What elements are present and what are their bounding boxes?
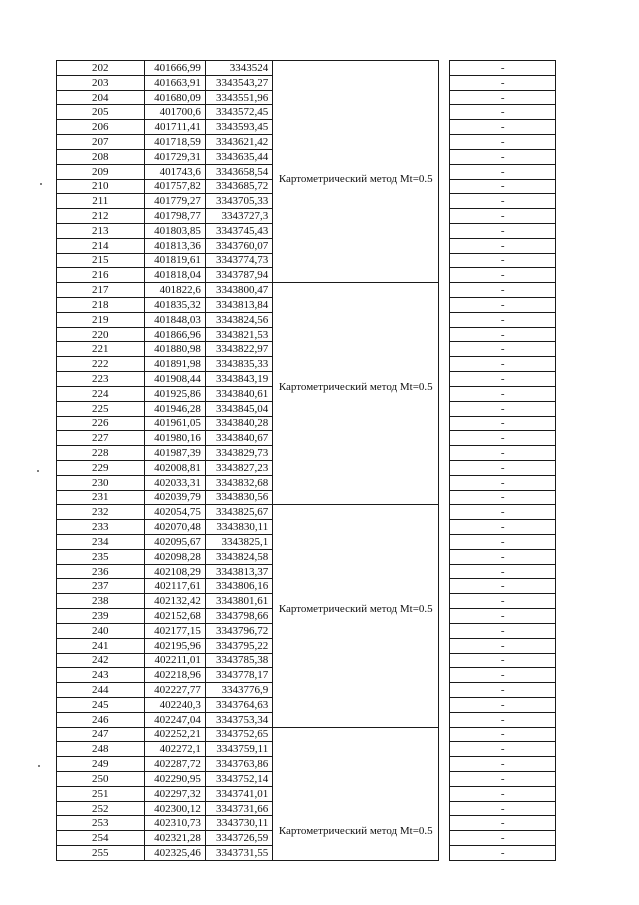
note-cell: - [450,194,556,209]
point-number-cell: 254 [57,831,145,846]
method-cell [273,61,439,283]
point-number-cell: 211 [57,194,145,209]
note-cell: - [450,475,556,490]
spacer-cell [439,268,450,283]
spacer-cell [439,283,450,298]
spacer-cell [439,312,450,327]
spacer-cell [439,446,450,461]
x-coordinate-cell: 401729,31 [144,149,205,164]
note-cell: - [450,401,556,416]
y-coordinate-cell: 3343752,14 [205,772,272,787]
point-number-cell: 241 [57,638,145,653]
spacer-cell [439,223,450,238]
x-coordinate-cell: 402290,95 [144,772,205,787]
y-coordinate-cell: 3343705,33 [205,194,272,209]
scan-speck [40,183,42,185]
spacer-cell [439,475,450,490]
x-coordinate-cell: 401987,39 [144,446,205,461]
spacer-cell [439,683,450,698]
point-number-cell: 205 [57,105,145,120]
table-row [57,283,556,298]
y-coordinate-cell: 3343806,16 [205,579,272,594]
spacer-cell [439,179,450,194]
spacer-cell [439,846,450,861]
x-coordinate-cell: 401813,36 [144,238,205,253]
x-coordinate-cell: 401798,77 [144,209,205,224]
y-coordinate-cell: 3343731,66 [205,801,272,816]
spacer-cell [439,609,450,624]
note-cell: - [450,727,556,742]
point-number-cell: 222 [57,357,145,372]
x-coordinate-cell: 401711,41 [144,120,205,135]
point-number-cell: 244 [57,683,145,698]
note-cell: - [450,801,556,816]
note-cell: - [450,386,556,401]
spacer-cell [439,357,450,372]
spacer-cell [439,105,450,120]
note-cell: - [450,312,556,327]
y-coordinate-cell: 3343621,42 [205,135,272,150]
point-number-cell: 255 [57,846,145,861]
note-cell: - [450,164,556,179]
note-cell: - [450,372,556,387]
spacer-cell [439,831,450,846]
point-number-cell: 213 [57,223,145,238]
x-coordinate-cell: 402117,61 [144,579,205,594]
y-coordinate-cell: 3343731,55 [205,846,272,861]
y-coordinate-cell: 3343774,73 [205,253,272,268]
y-coordinate-cell: 3343776,9 [205,683,272,698]
point-number-cell: 203 [57,75,145,90]
note-cell: - [450,268,556,283]
x-coordinate-cell: 402310,73 [144,816,205,831]
point-number-cell: 224 [57,386,145,401]
x-coordinate-cell: 401666,99 [144,61,205,76]
spacer-cell [439,697,450,712]
note-cell: - [450,668,556,683]
note-cell: - [450,520,556,535]
x-coordinate-cell: 402108,29 [144,564,205,579]
x-coordinate-cell: 401866,96 [144,327,205,342]
y-coordinate-cell: 3343685,72 [205,179,272,194]
note-cell: - [450,209,556,224]
spacer-cell [439,549,450,564]
spacer-cell [439,194,450,209]
x-coordinate-cell: 401718,59 [144,135,205,150]
note-cell: - [450,653,556,668]
table-row [57,61,556,76]
y-coordinate-cell: 3343825,67 [205,505,272,520]
spacer-cell [439,712,450,727]
spacer-cell [439,372,450,387]
point-number-cell: 206 [57,120,145,135]
point-number-cell: 238 [57,594,145,609]
y-coordinate-cell: 3343840,67 [205,431,272,446]
note-cell: - [450,846,556,861]
x-coordinate-cell: 401743,6 [144,164,205,179]
point-number-cell: 239 [57,609,145,624]
y-coordinate-cell: 3343741,01 [205,786,272,801]
point-number-cell: 233 [57,520,145,535]
note-cell: - [450,831,556,846]
point-number-cell: 251 [57,786,145,801]
point-number-cell: 209 [57,164,145,179]
x-coordinate-cell: 402195,96 [144,638,205,653]
y-coordinate-cell: 3343752,65 [205,727,272,742]
note-cell: - [450,61,556,76]
method-cell [273,505,439,727]
note-cell: - [450,460,556,475]
point-number-cell: 214 [57,238,145,253]
note-cell: - [450,431,556,446]
point-number-cell: 249 [57,757,145,772]
y-coordinate-cell: 3343840,28 [205,416,272,431]
spacer-cell [439,801,450,816]
y-coordinate-cell: 3343840,61 [205,386,272,401]
y-coordinate-cell: 3343759,11 [205,742,272,757]
note-cell: - [450,90,556,105]
x-coordinate-cell: 402132,42 [144,594,205,609]
y-coordinate-cell: 3343843,19 [205,372,272,387]
point-number-cell: 223 [57,372,145,387]
note-cell: - [450,223,556,238]
note-cell: - [450,416,556,431]
spacer-cell [439,668,450,683]
point-number-cell: 202 [57,61,145,76]
spacer-cell [439,135,450,150]
spacer-cell [439,460,450,475]
y-coordinate-cell: 3343827,23 [205,460,272,475]
spacer-cell [439,298,450,313]
y-coordinate-cell: 3343745,43 [205,223,272,238]
point-number-cell: 218 [57,298,145,313]
y-coordinate-cell: 3343835,33 [205,357,272,372]
y-coordinate-cell: 3343813,84 [205,298,272,313]
x-coordinate-cell: 402297,32 [144,786,205,801]
spacer-cell [439,209,450,224]
note-cell: - [450,342,556,357]
spacer-cell [439,757,450,772]
point-number-cell: 235 [57,549,145,564]
spacer-cell [439,90,450,105]
x-coordinate-cell: 401891,98 [144,357,205,372]
y-coordinate-cell: 3343800,47 [205,283,272,298]
y-coordinate-cell: 3343796,72 [205,623,272,638]
spacer-cell [439,520,450,535]
point-number-cell: 219 [57,312,145,327]
y-coordinate-cell: 3343813,37 [205,564,272,579]
y-coordinate-cell: 3343821,53 [205,327,272,342]
coordinates-table-body [57,61,556,861]
y-coordinate-cell: 3343825,1 [205,535,272,550]
x-coordinate-cell: 401819,61 [144,253,205,268]
spacer-cell [439,816,450,831]
y-coordinate-cell: 3343824,58 [205,549,272,564]
x-coordinate-cell: 401822,6 [144,283,205,298]
x-coordinate-cell: 402177,15 [144,623,205,638]
spacer-cell [439,238,450,253]
point-number-cell: 248 [57,742,145,757]
x-coordinate-cell: 402227,77 [144,683,205,698]
y-coordinate-cell: 3343730,11 [205,816,272,831]
method-label: Картометрический метод Mt=0.5 [278,172,433,185]
spacer-cell [439,594,450,609]
note-cell: - [450,283,556,298]
spacer-cell [439,638,450,653]
x-coordinate-cell: 402287,72 [144,757,205,772]
y-coordinate-cell: 3343822,97 [205,342,272,357]
point-number-cell: 215 [57,253,145,268]
y-coordinate-cell: 3343727,3 [205,209,272,224]
note-cell: - [450,446,556,461]
point-number-cell: 237 [57,579,145,594]
y-coordinate-cell: 3343572,45 [205,105,272,120]
note-cell: - [450,772,556,787]
y-coordinate-cell: 3343832,68 [205,475,272,490]
point-number-cell: 247 [57,727,145,742]
note-cell: - [450,327,556,342]
method-label: Картометрический метод Mt=0.5 [278,603,433,616]
spacer-cell [439,342,450,357]
note-cell: - [450,75,556,90]
y-coordinate-cell: 3343763,86 [205,757,272,772]
note-cell: - [450,697,556,712]
x-coordinate-cell: 402321,28 [144,831,205,846]
x-coordinate-cell: 402098,28 [144,549,205,564]
point-number-cell: 242 [57,653,145,668]
note-cell: - [450,623,556,638]
x-coordinate-cell: 401779,27 [144,194,205,209]
note-cell: - [450,505,556,520]
note-cell: - [450,579,556,594]
y-coordinate-cell: 3343778,17 [205,668,272,683]
spacer-cell [439,579,450,594]
note-cell: - [450,120,556,135]
spacer-cell [439,490,450,505]
y-coordinate-cell: 3343798,66 [205,609,272,624]
x-coordinate-cell: 401680,09 [144,90,205,105]
x-coordinate-cell: 402095,67 [144,535,205,550]
x-coordinate-cell: 402247,04 [144,712,205,727]
point-number-cell: 230 [57,475,145,490]
spacer-cell [439,786,450,801]
x-coordinate-cell: 401818,04 [144,268,205,283]
spacer-cell [439,327,450,342]
y-coordinate-cell: 3343787,94 [205,268,272,283]
x-coordinate-cell: 402008,81 [144,460,205,475]
note-cell: - [450,135,556,150]
x-coordinate-cell: 401848,03 [144,312,205,327]
spacer-cell [439,75,450,90]
spacer-cell [439,164,450,179]
x-coordinate-cell: 402211,01 [144,653,205,668]
note-cell: - [450,253,556,268]
y-coordinate-cell: 3343795,22 [205,638,272,653]
y-coordinate-cell: 3343830,11 [205,520,272,535]
point-number-cell: 221 [57,342,145,357]
spacer-cell [439,386,450,401]
scan-speck [38,765,40,767]
x-coordinate-cell: 402054,75 [144,505,205,520]
spacer-cell [439,401,450,416]
scan-speck [37,470,39,472]
x-coordinate-cell: 401663,91 [144,75,205,90]
note-cell: - [450,564,556,579]
x-coordinate-cell: 401980,16 [144,431,205,446]
point-number-cell: 243 [57,668,145,683]
table-row [57,505,556,520]
method-label: Картометрический метод Mt=0.5 [278,380,433,393]
y-coordinate-cell: 3343551,96 [205,90,272,105]
note-cell: - [450,535,556,550]
spacer-cell [439,120,450,135]
note-cell: - [450,549,556,564]
y-coordinate-cell: 3343760,07 [205,238,272,253]
x-coordinate-cell: 402240,3 [144,697,205,712]
point-number-cell: 245 [57,697,145,712]
y-coordinate-cell: 3343829,73 [205,446,272,461]
x-coordinate-cell: 401946,28 [144,401,205,416]
spacer-cell [439,149,450,164]
note-cell: - [450,757,556,772]
y-coordinate-cell: 3343726,59 [205,831,272,846]
point-number-cell: 252 [57,801,145,816]
y-coordinate-cell: 3343635,44 [205,149,272,164]
point-number-cell: 250 [57,772,145,787]
x-coordinate-cell: 401880,98 [144,342,205,357]
coordinates-table [56,60,556,861]
y-coordinate-cell: 3343524 [205,61,272,76]
y-coordinate-cell: 3343785,38 [205,653,272,668]
point-number-cell: 226 [57,416,145,431]
note-cell: - [450,786,556,801]
x-coordinate-cell: 401803,85 [144,223,205,238]
y-coordinate-cell: 3343845,04 [205,401,272,416]
spacer-cell [439,653,450,668]
point-number-cell: 246 [57,712,145,727]
point-number-cell: 225 [57,401,145,416]
note-cell: - [450,238,556,253]
note-cell: - [450,357,556,372]
note-cell: - [450,105,556,120]
point-number-cell: 227 [57,431,145,446]
y-coordinate-cell: 3343593,45 [205,120,272,135]
y-coordinate-cell: 3343764,63 [205,697,272,712]
y-coordinate-cell: 3343543,27 [205,75,272,90]
x-coordinate-cell: 401925,86 [144,386,205,401]
spacer-cell [439,727,450,742]
spacer-cell [439,431,450,446]
spacer-cell [439,772,450,787]
y-coordinate-cell: 3343753,34 [205,712,272,727]
x-coordinate-cell: 402300,12 [144,801,205,816]
note-cell: - [450,179,556,194]
x-coordinate-cell: 402070,48 [144,520,205,535]
point-number-cell: 207 [57,135,145,150]
point-number-cell: 212 [57,209,145,224]
spacer-cell [439,505,450,520]
point-number-cell: 216 [57,268,145,283]
point-number-cell: 217 [57,283,145,298]
point-number-cell: 232 [57,505,145,520]
spacer-cell [439,742,450,757]
note-cell: - [450,638,556,653]
note-cell: - [450,742,556,757]
spacer-cell [439,416,450,431]
table-row [57,727,556,742]
x-coordinate-cell: 402152,68 [144,609,205,624]
x-coordinate-cell: 402218,96 [144,668,205,683]
point-number-cell: 240 [57,623,145,638]
point-number-cell: 253 [57,816,145,831]
x-coordinate-cell: 402033,31 [144,475,205,490]
note-cell: - [450,816,556,831]
y-coordinate-cell: 3343658,54 [205,164,272,179]
point-number-cell: 234 [57,535,145,550]
spacer-cell [439,564,450,579]
y-coordinate-cell: 3343830,56 [205,490,272,505]
spacer-cell [439,535,450,550]
note-cell: - [450,298,556,313]
spacer-cell [439,253,450,268]
method-cell [273,283,439,505]
x-coordinate-cell: 401835,32 [144,298,205,313]
point-number-cell: 204 [57,90,145,105]
note-cell: - [450,609,556,624]
note-cell: - [450,149,556,164]
point-number-cell: 228 [57,446,145,461]
x-coordinate-cell: 401961,05 [144,416,205,431]
y-coordinate-cell: 3343801,61 [205,594,272,609]
note-cell: - [450,683,556,698]
point-number-cell: 231 [57,490,145,505]
spacer-cell [439,623,450,638]
x-coordinate-cell: 401757,82 [144,179,205,194]
x-coordinate-cell: 402252,21 [144,727,205,742]
x-coordinate-cell: 402325,46 [144,846,205,861]
spacer-cell [439,61,450,76]
point-number-cell: 220 [57,327,145,342]
method-label: Картометрический метод Mt=0.5 [278,825,433,838]
x-coordinate-cell: 402039,79 [144,490,205,505]
x-coordinate-cell: 401908,44 [144,372,205,387]
point-number-cell: 210 [57,179,145,194]
method-cell [273,727,439,860]
y-coordinate-cell: 3343824,56 [205,312,272,327]
note-cell: - [450,712,556,727]
x-coordinate-cell: 402272,1 [144,742,205,757]
x-coordinate-cell: 401700,6 [144,105,205,120]
note-cell: - [450,594,556,609]
point-number-cell: 236 [57,564,145,579]
point-number-cell: 208 [57,149,145,164]
note-cell: - [450,490,556,505]
point-number-cell: 229 [57,460,145,475]
